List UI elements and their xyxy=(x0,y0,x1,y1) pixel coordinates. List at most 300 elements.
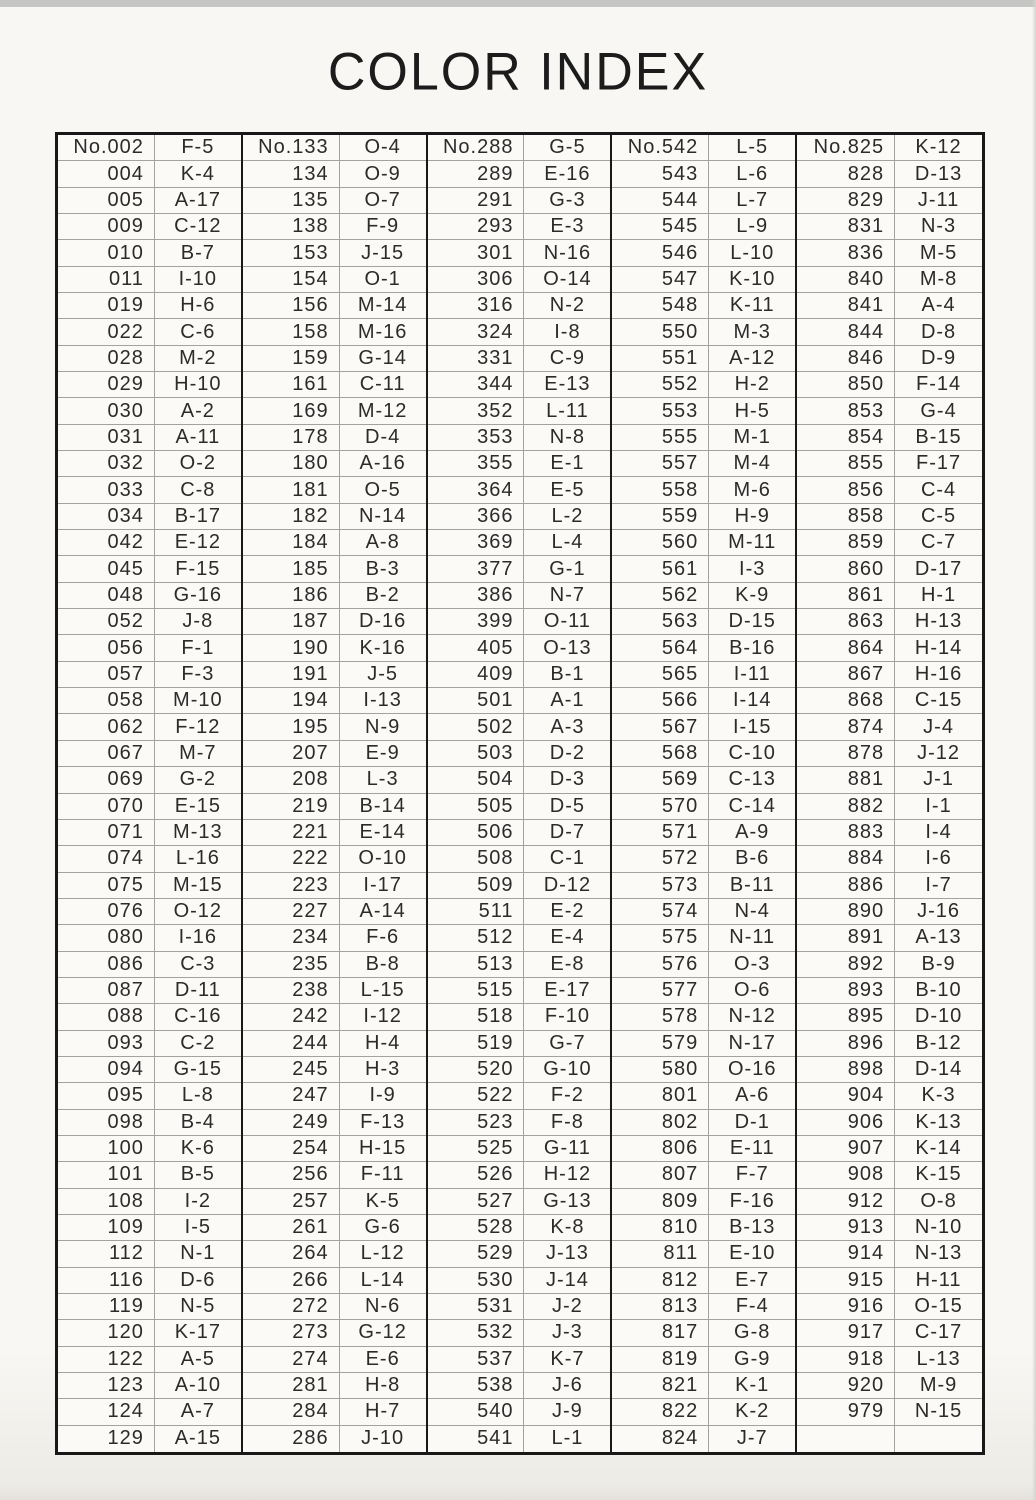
index-number-cell: 544 xyxy=(612,188,709,214)
index-number-cell: 819 xyxy=(612,1347,709,1373)
index-number-cell: 221 xyxy=(243,820,340,846)
index-number-cell: 809 xyxy=(612,1189,709,1215)
index-code-cell: C-13 xyxy=(709,767,795,793)
index-number-cell: 574 xyxy=(612,899,709,925)
index-number-cell: 511 xyxy=(428,899,525,925)
index-code-cell: E-15 xyxy=(155,794,241,820)
index-number-cell: 908 xyxy=(797,1162,895,1188)
index-number-cell: 861 xyxy=(797,583,895,609)
index-number-cell: 864 xyxy=(797,635,895,661)
index-number-cell: 917 xyxy=(797,1320,895,1346)
index-code-cell: B-7 xyxy=(155,240,241,266)
index-number-cell: 553 xyxy=(612,398,709,424)
color-index-table xyxy=(55,132,985,1455)
index-code-cell: G-2 xyxy=(155,767,241,793)
index-code-cell: B-14 xyxy=(340,794,426,820)
index-number-cell: 560 xyxy=(612,530,709,556)
index-code-cell: B-2 xyxy=(340,583,426,609)
index-number-cell: 568 xyxy=(612,741,709,767)
index-code-cell: O-5 xyxy=(340,477,426,503)
index-number-cell: 811 xyxy=(612,1241,709,1267)
index-number-cell: No.542 xyxy=(612,135,709,161)
index-number-cell: 854 xyxy=(797,425,895,451)
index-code-cell: E-1 xyxy=(524,451,610,477)
index-number-cell: 863 xyxy=(797,609,895,635)
page-title: COLOR INDEX xyxy=(327,42,709,102)
index-code-cell: N-7 xyxy=(524,583,610,609)
index-code-cell: F-17 xyxy=(895,451,982,477)
index-code-cell: A-2 xyxy=(155,398,241,424)
index-number-cell: 563 xyxy=(612,609,709,635)
index-code-cell: E-4 xyxy=(524,925,610,951)
index-code-cell: I-2 xyxy=(155,1189,241,1215)
page-top-edge xyxy=(0,0,1036,7)
index-number-cell: 580 xyxy=(612,1057,709,1083)
index-number-cell: 178 xyxy=(243,425,340,451)
index-number-cell: 156 xyxy=(243,293,340,319)
index-code-cell: C-7 xyxy=(895,530,982,556)
index-number-cell: 528 xyxy=(428,1215,525,1241)
index-code-cell: L-5 xyxy=(709,135,795,161)
index-number-cell: 822 xyxy=(612,1399,709,1425)
index-code-cell: O-3 xyxy=(709,952,795,978)
index-number-cell: 807 xyxy=(612,1162,709,1188)
index-number-cell: 185 xyxy=(243,556,340,582)
index-code-cell: B-6 xyxy=(709,846,795,872)
index-number-cell: 881 xyxy=(797,767,895,793)
index-code-cell: B-13 xyxy=(709,1215,795,1241)
index-code-cell: E-9 xyxy=(340,741,426,767)
index-number-cell: 840 xyxy=(797,267,895,293)
index-number-cell: 509 xyxy=(428,873,525,899)
index-code-cell: E-6 xyxy=(340,1347,426,1373)
index-number-cell: No.002 xyxy=(58,135,155,161)
index-code-cell: F-2 xyxy=(524,1083,610,1109)
index-number-cell: 074 xyxy=(58,846,155,872)
index-number-cell: 504 xyxy=(428,767,525,793)
index-number-cell: 569 xyxy=(612,767,709,793)
index-code-cell: O-6 xyxy=(709,978,795,1004)
index-number-cell: 891 xyxy=(797,925,895,951)
index-number-cell: 071 xyxy=(58,820,155,846)
index-number-cell: 846 xyxy=(797,346,895,372)
index-code-cell: E-2 xyxy=(524,899,610,925)
index-number-cell: 094 xyxy=(58,1057,155,1083)
index-number-cell: 537 xyxy=(428,1347,525,1373)
index-number-cell: 856 xyxy=(797,477,895,503)
index-number-cell: 896 xyxy=(797,1031,895,1057)
index-code-cell: N-15 xyxy=(895,1399,982,1425)
index-code-cell: H-3 xyxy=(340,1057,426,1083)
index-code-cell: H-9 xyxy=(709,504,795,530)
index-code-cell: H-14 xyxy=(895,635,982,661)
index-number-cell: 531 xyxy=(428,1294,525,1320)
index-code-cell: E-13 xyxy=(524,372,610,398)
index-code-cell: I-5 xyxy=(155,1215,241,1241)
index-code-cell: N-9 xyxy=(340,714,426,740)
index-code-cell: N-12 xyxy=(709,1004,795,1030)
index-code-cell: O-2 xyxy=(155,451,241,477)
index-code-cell: G-13 xyxy=(524,1189,610,1215)
index-number-cell: 559 xyxy=(612,504,709,530)
index-number-cell: 182 xyxy=(243,504,340,530)
index-code-cell: B-10 xyxy=(895,978,982,1004)
index-number-cell: 088 xyxy=(58,1004,155,1030)
index-code-cell: C-5 xyxy=(895,504,982,530)
index-number-cell: 572 xyxy=(612,846,709,872)
index-code-cell: K-16 xyxy=(340,635,426,661)
index-code-cell: M-16 xyxy=(340,319,426,345)
index-code-cell: K-14 xyxy=(895,1136,982,1162)
index-code-cell: K-17 xyxy=(155,1320,241,1346)
index-code-cell: F-16 xyxy=(709,1189,795,1215)
index-code-cell: M-14 xyxy=(340,293,426,319)
index-code-cell: L-13 xyxy=(895,1347,982,1373)
index-number-cell: 056 xyxy=(58,635,155,661)
index-number-cell: 520 xyxy=(428,1057,525,1083)
index-number-cell: 364 xyxy=(428,477,525,503)
index-number-cell: 812 xyxy=(612,1268,709,1294)
index-number-cell: 501 xyxy=(428,688,525,714)
index-number-cell: 293 xyxy=(428,214,525,240)
index-number-cell: 119 xyxy=(58,1294,155,1320)
index-code-cell: D-4 xyxy=(340,425,426,451)
index-code-cell: K-13 xyxy=(895,1110,982,1136)
index-number-cell: 518 xyxy=(428,1004,525,1030)
index-number-cell: 541 xyxy=(428,1426,525,1452)
index-code-cell: B-17 xyxy=(155,504,241,530)
index-number-cell: 261 xyxy=(243,1215,340,1241)
index-number-cell: 135 xyxy=(243,188,340,214)
index-number-cell: 181 xyxy=(243,477,340,503)
index-number-cell: 289 xyxy=(428,161,525,187)
index-number-cell: 916 xyxy=(797,1294,895,1320)
index-code-cell: L-6 xyxy=(709,161,795,187)
index-code-cell: F-3 xyxy=(155,662,241,688)
index-code-cell: F-8 xyxy=(524,1110,610,1136)
index-code-cell: O-1 xyxy=(340,267,426,293)
index-number-cell: 859 xyxy=(797,530,895,556)
index-number-cell: 190 xyxy=(243,635,340,661)
index-code-cell: L-3 xyxy=(340,767,426,793)
index-number-cell: 802 xyxy=(612,1110,709,1136)
index-number-cell: 508 xyxy=(428,846,525,872)
index-code-cell: L-16 xyxy=(155,846,241,872)
index-number-cell: 019 xyxy=(58,293,155,319)
index-number-cell: 831 xyxy=(797,214,895,240)
index-code-cell: A-11 xyxy=(155,425,241,451)
index-code-cell: A-10 xyxy=(155,1373,241,1399)
index-number-cell: 369 xyxy=(428,530,525,556)
index-code-cell: I-10 xyxy=(155,267,241,293)
index-number-cell: 080 xyxy=(58,925,155,951)
index-number-cell: 306 xyxy=(428,267,525,293)
index-number-cell: 273 xyxy=(243,1320,340,1346)
index-code-cell: I-13 xyxy=(340,688,426,714)
index-code-cell: K-6 xyxy=(155,1136,241,1162)
index-code-cell: M-9 xyxy=(895,1373,982,1399)
index-number-cell: 093 xyxy=(58,1031,155,1057)
index-number-cell: 234 xyxy=(243,925,340,951)
index-number-cell: 530 xyxy=(428,1268,525,1294)
index-number-cell: 244 xyxy=(243,1031,340,1057)
index-code-cell: A-5 xyxy=(155,1347,241,1373)
index-number-cell: 195 xyxy=(243,714,340,740)
index-code-cell: N-10 xyxy=(895,1215,982,1241)
index-code-cell: K-8 xyxy=(524,1215,610,1241)
index-number-cell: 551 xyxy=(612,346,709,372)
index-code-cell: C-17 xyxy=(895,1320,982,1346)
index-code-cell: J-5 xyxy=(340,662,426,688)
index-number-cell: 070 xyxy=(58,794,155,820)
index-code-cell: I-3 xyxy=(709,556,795,582)
index-number-cell: 086 xyxy=(58,952,155,978)
index-number-cell: 274 xyxy=(243,1347,340,1373)
index-code-cell: G-16 xyxy=(155,583,241,609)
index-code-cell: C-12 xyxy=(155,214,241,240)
index-number-cell: 550 xyxy=(612,319,709,345)
index-number-cell: 519 xyxy=(428,1031,525,1057)
index-code-cell: A-4 xyxy=(895,293,982,319)
index-number-cell: 100 xyxy=(58,1136,155,1162)
index-number-cell: 034 xyxy=(58,504,155,530)
index-code-cell: N-11 xyxy=(709,925,795,951)
index-code-cell: K-9 xyxy=(709,583,795,609)
index-code-cell: E-10 xyxy=(709,1241,795,1267)
index-number-cell: 868 xyxy=(797,688,895,714)
index-number-cell: 123 xyxy=(58,1373,155,1399)
index-code-cell: D-15 xyxy=(709,609,795,635)
index-number-cell: 913 xyxy=(797,1215,895,1241)
index-code-cell: E-5 xyxy=(524,477,610,503)
index-code-cell: J-14 xyxy=(524,1268,610,1294)
index-number-cell: 578 xyxy=(612,1004,709,1030)
index-number-cell: 548 xyxy=(612,293,709,319)
index-number-cell: 048 xyxy=(58,583,155,609)
index-number-cell: 405 xyxy=(428,635,525,661)
index-number-cell: 352 xyxy=(428,398,525,424)
index-number-cell: 898 xyxy=(797,1057,895,1083)
index-code-cell: J-15 xyxy=(340,240,426,266)
index-number-cell: 513 xyxy=(428,952,525,978)
index-code-cell: O-7 xyxy=(340,188,426,214)
index-code-cell: M-10 xyxy=(155,688,241,714)
index-number-cell: 057 xyxy=(58,662,155,688)
index-code-cell: M-8 xyxy=(895,267,982,293)
index-code-cell: B-15 xyxy=(895,425,982,451)
index-code-cell: I-17 xyxy=(340,873,426,899)
index-number-cell: 577 xyxy=(612,978,709,1004)
index-number-cell: 543 xyxy=(612,161,709,187)
index-code-cell: H-4 xyxy=(340,1031,426,1057)
index-code-cell: O-14 xyxy=(524,267,610,293)
index-code-cell: A-17 xyxy=(155,188,241,214)
index-code-cell: A-9 xyxy=(709,820,795,846)
index-number-cell: 817 xyxy=(612,1320,709,1346)
index-number-cell: 159 xyxy=(243,346,340,372)
index-code-cell: N-13 xyxy=(895,1241,982,1267)
index-number-cell: 836 xyxy=(797,240,895,266)
index-code-cell: O-9 xyxy=(340,161,426,187)
index-code-cell: M-15 xyxy=(155,873,241,899)
index-code-cell: G-12 xyxy=(340,1320,426,1346)
index-code-cell: F-10 xyxy=(524,1004,610,1030)
index-code-cell: N-4 xyxy=(709,899,795,925)
index-number-cell: 882 xyxy=(797,794,895,820)
index-column-pair xyxy=(797,135,982,1452)
index-code-cell: B-11 xyxy=(709,873,795,899)
index-code-cell: C-2 xyxy=(155,1031,241,1057)
index-number-cell: 030 xyxy=(58,398,155,424)
index-code-cell: A-3 xyxy=(524,714,610,740)
index-code-cell: L-4 xyxy=(524,530,610,556)
index-code-cell: N-1 xyxy=(155,1241,241,1267)
index-number-cell: 101 xyxy=(58,1162,155,1188)
index-code-cell: D-3 xyxy=(524,767,610,793)
index-code-cell: A-7 xyxy=(155,1399,241,1425)
index-number-cell: 920 xyxy=(797,1373,895,1399)
index-code-cell: I-11 xyxy=(709,662,795,688)
index-code-cell: I-8 xyxy=(524,319,610,345)
index-code-cell: D-10 xyxy=(895,1004,982,1030)
index-code-cell: J-8 xyxy=(155,609,241,635)
index-number-cell: 324 xyxy=(428,319,525,345)
index-number-cell: 867 xyxy=(797,662,895,688)
index-code-cell: M-4 xyxy=(709,451,795,477)
index-code-cell: M-7 xyxy=(155,741,241,767)
index-number-cell: 112 xyxy=(58,1241,155,1267)
index-number-cell: 855 xyxy=(797,451,895,477)
index-number-cell: 158 xyxy=(243,319,340,345)
index-number-cell: 227 xyxy=(243,899,340,925)
index-code-cell: G-11 xyxy=(524,1136,610,1162)
index-code-cell: I-7 xyxy=(895,873,982,899)
index-code-cell: I-1 xyxy=(895,794,982,820)
index-code-cell: C-6 xyxy=(155,319,241,345)
index-code-cell: H-16 xyxy=(895,662,982,688)
index-number-cell: 906 xyxy=(797,1110,895,1136)
index-number-cell: 004 xyxy=(58,161,155,187)
index-number-cell: 087 xyxy=(58,978,155,1004)
index-number-cell: 272 xyxy=(243,1294,340,1320)
index-code-cell: F-5 xyxy=(155,135,241,161)
index-number-cell: No.133 xyxy=(243,135,340,161)
index-code-cell: E-12 xyxy=(155,530,241,556)
index-code-cell: H-10 xyxy=(155,372,241,398)
index-code-cell: K-1 xyxy=(709,1373,795,1399)
index-code-cell: G-6 xyxy=(340,1215,426,1241)
index-code-cell: I-4 xyxy=(895,820,982,846)
index-code-cell: K-4 xyxy=(155,161,241,187)
index-code-cell: C-1 xyxy=(524,846,610,872)
index-code-cell: L-8 xyxy=(155,1083,241,1109)
index-code-cell: D-8 xyxy=(895,319,982,345)
index-number-cell: 892 xyxy=(797,952,895,978)
index-number-cell: 124 xyxy=(58,1399,155,1425)
index-number-cell: 502 xyxy=(428,714,525,740)
index-number-cell: 858 xyxy=(797,504,895,530)
index-code-cell: N-5 xyxy=(155,1294,241,1320)
index-code-cell: E-11 xyxy=(709,1136,795,1162)
index-number-cell: 191 xyxy=(243,662,340,688)
index-code-cell: N-17 xyxy=(709,1031,795,1057)
index-code-cell: J-16 xyxy=(895,899,982,925)
index-code-cell: C-3 xyxy=(155,952,241,978)
index-number-cell: 527 xyxy=(428,1189,525,1215)
index-number-cell: No.825 xyxy=(797,135,895,161)
index-number-cell: 186 xyxy=(243,583,340,609)
index-code-cell: F-9 xyxy=(340,214,426,240)
index-code-cell: C-4 xyxy=(895,477,982,503)
index-number-cell: 801 xyxy=(612,1083,709,1109)
index-number-cell: 874 xyxy=(797,714,895,740)
index-number-cell: 249 xyxy=(243,1110,340,1136)
index-code-cell: O-15 xyxy=(895,1294,982,1320)
index-number-cell: 545 xyxy=(612,214,709,240)
index-number-cell: 570 xyxy=(612,794,709,820)
index-number-cell: 242 xyxy=(243,1004,340,1030)
index-code-cell: M-1 xyxy=(709,425,795,451)
index-number-cell: 386 xyxy=(428,583,525,609)
index-number-cell: 284 xyxy=(243,1399,340,1425)
index-number-cell: 522 xyxy=(428,1083,525,1109)
index-number-cell: 552 xyxy=(612,372,709,398)
index-number-cell: 907 xyxy=(797,1136,895,1162)
index-number-cell: 824 xyxy=(612,1426,709,1452)
index-number-cell: 890 xyxy=(797,899,895,925)
index-code-cell: D-14 xyxy=(895,1057,982,1083)
index-number-cell: 095 xyxy=(58,1083,155,1109)
index-number-cell: 558 xyxy=(612,477,709,503)
index-number-cell: 331 xyxy=(428,346,525,372)
index-code-cell: O-16 xyxy=(709,1057,795,1083)
index-code-cell: I-9 xyxy=(340,1083,426,1109)
index-number-cell: 194 xyxy=(243,688,340,714)
index-code-cell: J-12 xyxy=(895,741,982,767)
index-code-cell: A-1 xyxy=(524,688,610,714)
index-code-cell: L-15 xyxy=(340,978,426,1004)
index-number-cell: 853 xyxy=(797,398,895,424)
index-number-cell: 062 xyxy=(58,714,155,740)
index-code-cell: H-5 xyxy=(709,398,795,424)
index-number-cell: 005 xyxy=(58,188,155,214)
index-code-cell: E-14 xyxy=(340,820,426,846)
index-number-cell: 353 xyxy=(428,425,525,451)
index-number-cell: 067 xyxy=(58,741,155,767)
index-number-cell: 979 xyxy=(797,1399,895,1425)
index-code-cell: A-14 xyxy=(340,899,426,925)
index-number-cell: 316 xyxy=(428,293,525,319)
index-number-cell: 109 xyxy=(58,1215,155,1241)
index-code-cell: J-9 xyxy=(524,1399,610,1425)
index-number-cell: 235 xyxy=(243,952,340,978)
index-code-cell: G-8 xyxy=(709,1320,795,1346)
index-number-cell: 532 xyxy=(428,1320,525,1346)
index-code-cell: O-8 xyxy=(895,1189,982,1215)
index-code-cell: G-5 xyxy=(524,135,610,161)
index-code-cell: I-12 xyxy=(340,1004,426,1030)
index-number-cell: 806 xyxy=(612,1136,709,1162)
index-number-cell: 399 xyxy=(428,609,525,635)
index-code-cell: F-7 xyxy=(709,1162,795,1188)
index-number-cell: 247 xyxy=(243,1083,340,1109)
index-code-cell: O-10 xyxy=(340,846,426,872)
index-code-cell: A-6 xyxy=(709,1083,795,1109)
index-code-cell: H-12 xyxy=(524,1162,610,1188)
index-number-cell: 161 xyxy=(243,372,340,398)
index-code-cell: I-15 xyxy=(709,714,795,740)
index-code-cell: H-8 xyxy=(340,1373,426,1399)
